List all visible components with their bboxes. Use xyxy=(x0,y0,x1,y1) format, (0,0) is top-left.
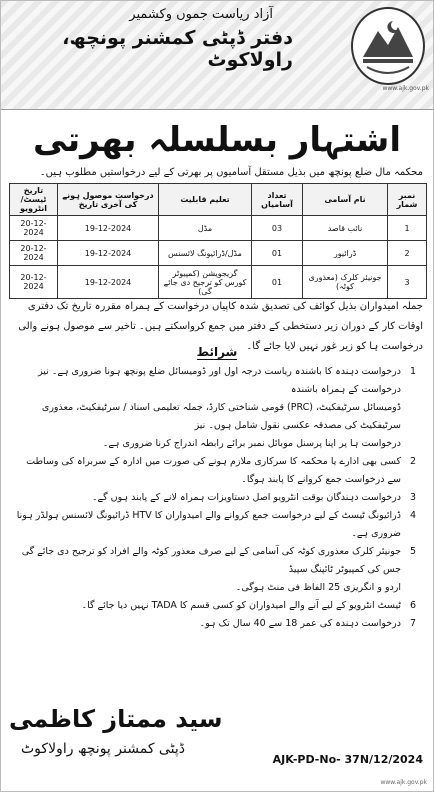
list-item: اردو و انگریزی 25 الفاظ فی منٹ ہوگی۔ xyxy=(235,582,401,593)
cell-count: 01 xyxy=(252,266,303,299)
header-website: www.ajk.gov.pk xyxy=(382,85,429,92)
list-item: 4 ڈرائیونگ ٹیسٹ کے لیے درخواست جمع کروانے والے امیدواران کا HTV ڈرائیونگ لائسنس ہولڈر ہونا ضروری ہے۔ xyxy=(16,510,417,539)
table-row xyxy=(10,216,427,241)
cell-count: 01 xyxy=(252,241,303,266)
cell-last-date: 19-12-2024 xyxy=(58,241,159,266)
list-item: 1 درخواست دہندہ کا باشندہ ریاست درجہ اول اور ڈومیسائل ضلع پونچھ ہونا ضروری ہے۔ نیز درخواست کے ہمراہ باشندہ xyxy=(38,366,417,395)
office-title: دفتر ڈپٹی کمشنر پونچھ، راولاکوٹ xyxy=(62,27,293,71)
conditions-heading: شرائط xyxy=(196,345,238,359)
cell-last-date: 19-12-2024 xyxy=(58,266,159,299)
cell-count: 03 xyxy=(252,216,303,241)
cell-sr: 1 xyxy=(388,216,427,241)
list-item: درخواست ہا پر اپنا پرسنل موبائل نمبر برائے رابطہ اندراج کرنا ضروری ہے۔ xyxy=(102,438,401,449)
header-qualification: تعلیم قابلیت xyxy=(159,184,252,216)
ajk-emblem-icon xyxy=(351,7,425,85)
list-item: 7 درخواست دہندہ کی عمر 18 سے 40 سال تک ہو۔ xyxy=(199,618,417,629)
banner-text: اشتہار بسلسلہ بھرتی xyxy=(32,119,402,160)
header-sr: نمبر شمار xyxy=(388,184,427,216)
cell-test-date: 20-12-2024 xyxy=(10,266,58,299)
table-header-row xyxy=(10,184,427,216)
cell-sr: 2 xyxy=(388,241,427,266)
conditions-list xyxy=(13,363,425,633)
banner-heading xyxy=(9,117,425,161)
table-row xyxy=(10,241,427,266)
cell-qualification: مڈل xyxy=(159,216,252,241)
header-band xyxy=(1,1,433,110)
cell-test-date: 20-12-2024 xyxy=(10,241,58,266)
list-item: 6 ٹیسٹ انٹرویو کے لیے آنے والے امیدواران کو کسی قسم کا TADA نہیں دیا جائے گا۔ xyxy=(81,600,417,611)
cell-test-date: 20-12-2024 xyxy=(10,216,58,241)
header-count: تعداد آسامیاں xyxy=(252,184,303,216)
cell-post: جونیئر کلرک (معذوری کوٹہ) xyxy=(303,266,388,299)
instructions-paragraph: جملہ امیدواران بذیل کوائف کی تصدیق شدہ کاپیاں درخواست کے ہمراہ مقررہ تاریخ تک دفتری اوقات کار کے دوران زیر دستخطی کے دفتر میں جمع کرواسکتے ہیں۔ تاخیر سے موصول ہونے والی درخواست ہا کو زیر غور نہیں لایا جائے گا۔ xyxy=(18,301,423,352)
intro-text: محکمہ مال ضلع پونچھ میں بذیل مستقل آسامیوں پر بھرتی کے لیے درخواستیں مطلوب ہیں۔ xyxy=(39,167,423,178)
header-subtitle: آزاد ریاست جموں وکشمیر xyxy=(129,7,273,22)
reference-number: AJK-PD-No- 37N/12/2024 xyxy=(272,753,423,766)
posts-table xyxy=(9,183,427,299)
footer-website: www.ajk.gov.pk xyxy=(380,779,427,786)
cell-sr: 3 xyxy=(388,266,427,299)
header-test-date: تاریخ ٹیسٹ/انٹرویو xyxy=(10,184,58,216)
list-item: 2 کسی بھی ادارے یا محکمہ کا سرکاری ملازم ہونے کی صورت میں ادارہ کے سربراہ کی وساطت سے درخواست جمع کروانے کا پابند ہوگا۔ xyxy=(26,456,417,485)
header-post: نام آسامی xyxy=(303,184,388,216)
cell-qualification: مڈل/ڈرائیونگ لائسنس xyxy=(159,241,252,266)
header-last-date: درخواست موصول ہونے کی آخری تاریخ xyxy=(58,184,159,216)
signature: سید ممتاز کاظمی xyxy=(9,705,223,733)
list-item: 3 درخواست دہندگان بوقت انٹرویو اصل دستاویزات ہمراہ لانے کے پابند ہوں گے۔ xyxy=(91,492,417,503)
list-item: 5 جونیئر کلرک معذوری کوٹہ کی آسامی کے لیے صرف معذور کوٹہ والے افراد کو ترجیح دی جائے گی جس کی کمپیوٹر ٹائپنگ سپیڈ xyxy=(21,546,417,575)
list-item: ڈومیسائل سرٹیفکیٹ، (PRC) قومی شناختی کارڈ، جملہ تعلیمی اسناد / سرٹیفکیٹ، معذوری سرٹیفکیٹ کی مصدقہ عکسی نقول شامل ہوں۔ نیز xyxy=(41,402,401,431)
table-row xyxy=(10,266,427,299)
cell-last-date: 19-12-2024 xyxy=(58,216,159,241)
cell-qualification: گریجویشن (کمپیوٹر کورس کو ترجیح دی جائے گی) xyxy=(159,266,252,299)
cell-post: ڈرائیور xyxy=(303,241,388,266)
cell-post: نائب قاصد xyxy=(303,216,388,241)
designation: ڈپٹی کمشنر پونچھ راولاکوٹ xyxy=(21,741,185,757)
